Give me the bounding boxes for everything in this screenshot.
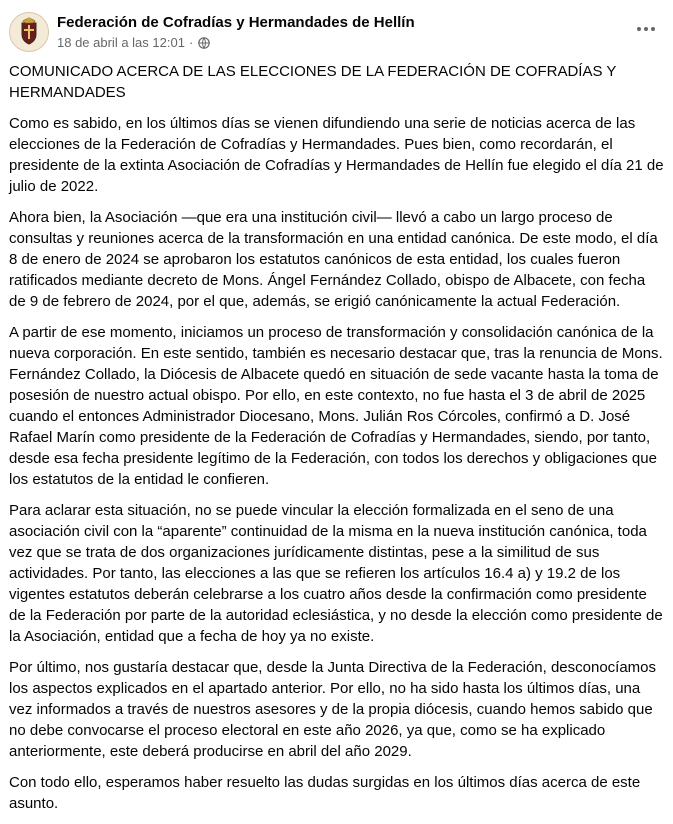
post-paragraph: Por último, nos gustaría destacar que, desde la Junta Directiva de la Federación, desconocíamos los aspectos explicados en el apartado anterior. Por ello, no ha sido hasta los últimos días, una vez informados a través de nuestros asesores y de la propia diócesis, cuando hemos sabido que no debe convocarse el proceso electoral en este año 2026, ya que, como se ha explicado anteriormente, este deberá producirse en abril del año 2029. — [9, 659, 657, 760]
post-paragraph: A partir de ese momento, iniciamos un proceso de transformación y consolidación canónica de la nueva corporación. En este sentido, también es necesario destacar que, tras la renuncia de Mons. Fernández Collado, la Diócesis de Albacete quedó en situación de sede vacante hasta la toma de posesión de nuestro actual obispo. Por ello, en este contexto, no fue hasta el 3 de abril de 2025 cuando el entonces Administrador Diocesano, Mons. Julián Ros Córcoles, confirmó a D. José Rafael Marín como presidente de la Federación de Cofradías y Hermandades, siendo, por tanto, desde esa fecha presidente legítimo de la Federación, con todos los derechos y obligaciones que los estatutos de la entidad le confieren. — [9, 324, 663, 488]
post-meta — [57, 35, 210, 50]
post-paragraph: Con todo ello, esperamos haber resuelto las dudas surgidas en los últimos días acerca de este asunto. — [9, 774, 641, 812]
post-body — [9, 61, 664, 824]
post-paragraph: Para aclarar esta situación, no se puede vincular la elección formalizada en el seno de una asociación civil con la “aparente” continuidad de la misma en la nueva institución canónica, toda vez que se trata de dos organizaciones jurídicamente distintas, pese a la similitud de sus actividades. Por tanto, las elecciones a las que se refieren los artículos 16.4 a) y 19.2 de los vigentes estatutos deberán celebrarse a los cuatro años desde la confirmación como presidente de la Federación por parte de la autoridad eclesiástica, y no desde la elección como presidente de la Asociación, entidad que a fecha de hoy ya no existe. — [9, 502, 663, 645]
post-paragraph: Ahora bien, la Asociación —que era una institución civil— llevó a cabo un largo proceso de consultas y reuniones acerca de la transformación en una entidad canónica. De este modo, el día 8 de enero de 2024 se aprobaron los estatutos canónicos de esta entidad, los cuales fueron ratificados mediante decreto de Mons. Ángel Fernández Collado, obispo de Albacete, con fecha de 9 de febrero de 2024, por el que, además, se erigió canónicamente la actual Federación. — [9, 209, 658, 310]
globe-icon[interactable] — [198, 37, 210, 49]
post-timestamp[interactable]: 18 de abril a las 12:01 — [57, 35, 185, 50]
page-name[interactable]: Federación de Cofradías y Hermandades de Hellín — [57, 14, 415, 31]
post-title: COMUNICADO ACERCA DE LAS ELECCIONES DE LA FEDERACIÓN DE COFRADÍAS Y HERMANDADES — [9, 63, 617, 101]
brotherhood-crest-icon — [10, 13, 48, 51]
page-avatar[interactable] — [9, 12, 49, 52]
post-header — [9, 11, 664, 56]
meta-separator: · — [188, 35, 194, 50]
more-options-icon[interactable] — [634, 17, 658, 41]
post-paragraph: Como es sabido, en los últimos días se vienen difundiendo una serie de noticias acerca de las elecciones de la Federación de Cofradías y Hermandades. Pues bien, como recordarán, el presidente de la extinta Asociación de Cofradías y Hermandades de Hellín fue elegido el día 21 de julio de 2022. — [9, 115, 664, 195]
